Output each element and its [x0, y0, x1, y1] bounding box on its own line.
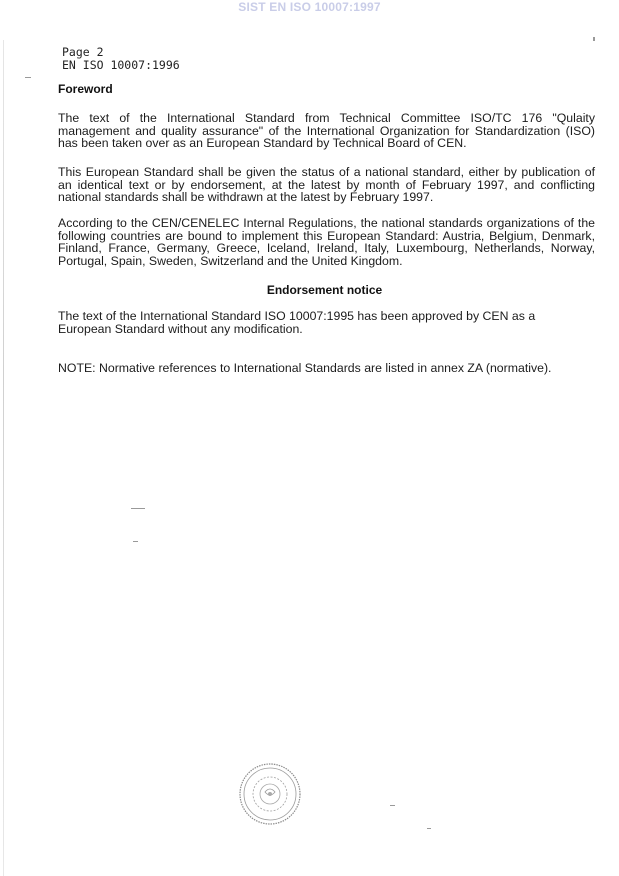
standard-reference: EN ISO 10007:1996 — [62, 58, 180, 72]
normative-note: NOTE: Normative references to International Standards are listed in annex ZA (normative). — [58, 361, 552, 375]
endorsement-paragraph: The text of the International Standard ISO 10007:1995 has been approved by CEN as a European Standard without any modification. — [58, 309, 536, 336]
scan-speck — [427, 828, 431, 829]
document-watermark: SIST EN ISO 10007:1997 — [238, 0, 381, 14]
foreword-heading: Foreword — [58, 82, 113, 96]
scan-speck — [131, 508, 145, 509]
scan-speck — [133, 541, 138, 542]
foreword-paragraph-3: According to the CEN/CENELEC Internal Regulations, the national standards organizations of the following countries are bound to implement this European Standard: Austria, Belgium, Denmark, Finland, France, Germany, Greece, Iceland, Ireland, Italy, Luxembourg, Netherlands, Norway, Portugal, Spain, Sweden, Switzerland and the United Kingdom. — [58, 216, 595, 268]
foreword-paragraph-2: This European Standard shall be given the status of a national standard, either by publication of an identical text or by endorsement, at the latest by month of February 1997, and conflicting national standards shall be withdrawn at the latest by February 1997. — [58, 165, 595, 204]
scan-speck — [390, 805, 395, 806]
official-seal-stamp-icon — [238, 762, 302, 826]
scan-speck — [593, 37, 595, 41]
endorsement-heading: Endorsement notice — [266, 283, 383, 297]
foreword-paragraph-1: The text of the International Standard from Technical Committee ISO/TC 176 "Qulaity management and quality assurance" of the International Organization for Standardization (ISO) has been taken over as an European Standard by Technical Board of CEN. — [58, 111, 595, 150]
scan-speck — [25, 77, 31, 78]
scan-edge-line — [3, 40, 4, 876]
page-number: Page 2 — [62, 45, 104, 59]
page-header — [62, 46, 180, 72]
